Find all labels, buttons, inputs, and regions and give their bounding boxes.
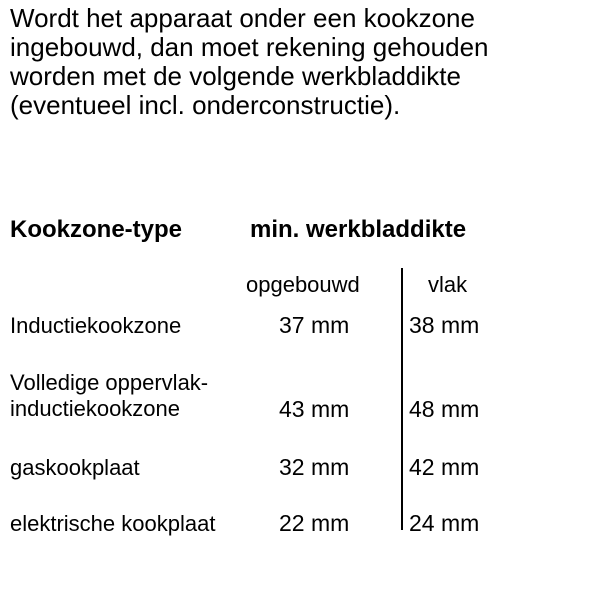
value-raised-induction: 37 mm [279,312,350,338]
value-raised-gas: 32 mm [279,454,350,480]
intro-line: Wordt het apparaat onder een kookzone [10,3,475,33]
intro-line: (eventueel incl. onderconstructie). [10,90,401,120]
value-flush-full-surface-induction: 48 mm [409,396,480,422]
column-divider [401,268,403,530]
value-raised-full-surface-induction: 43 mm [279,396,350,422]
row-label-line: inductiekookzone [10,396,181,421]
subheading-flush: vlak [428,272,468,297]
row-label-line: Inductiekookzone [10,313,182,338]
row-label-full-surface-induction [10,370,208,422]
subheading-raised: opgebouwd [246,272,360,297]
column-heading-type: Kookzone-type [10,216,183,243]
column-heading-thickness: min. werkbladdikte [250,216,467,243]
row-label-induction [10,313,181,339]
row-label-electric [10,511,215,537]
intro-line: worden met de volgende werkbladdikte [10,61,461,91]
row-label-line: Volledige oppervlak- [10,370,209,395]
row-label-line: gaskookplaat [10,455,140,480]
row-label-gas [10,455,140,481]
value-raised-electric: 22 mm [279,510,350,536]
value-flush-electric: 24 mm [409,510,480,536]
value-flush-induction: 38 mm [409,312,480,338]
row-label-line: elektrische kookplaat [10,511,216,536]
intro-paragraph [10,4,590,120]
intro-line: ingebouwd, dan moet rekening gehouden [10,32,489,62]
value-flush-gas: 42 mm [409,454,480,480]
